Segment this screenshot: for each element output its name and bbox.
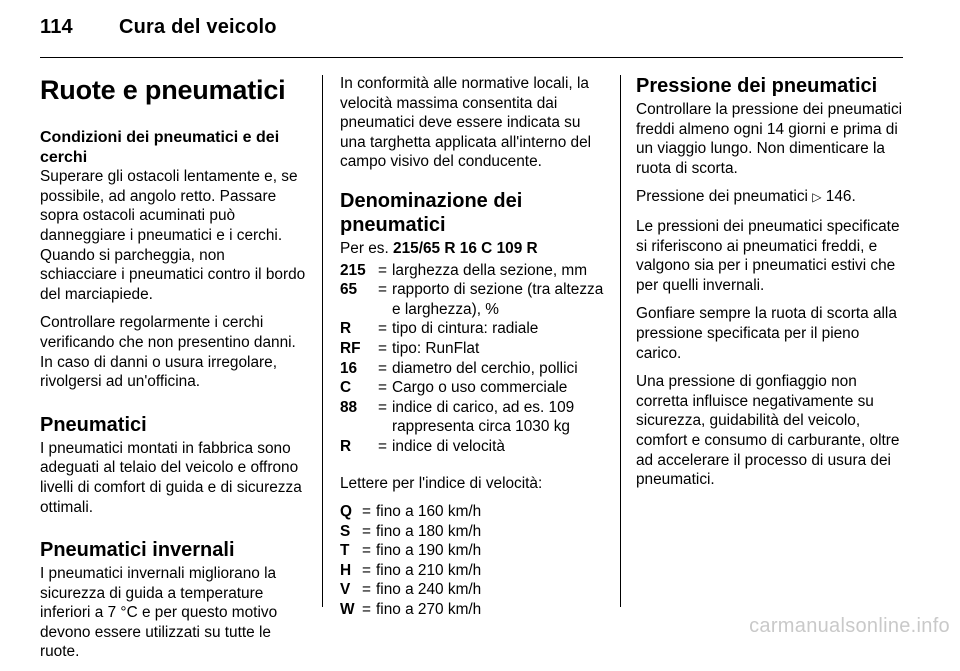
speed-row: Q = fino a 160 km/h	[340, 503, 482, 521]
conditions-paragraph-2: Controllare regolarmente i cerchi verificando che non presentino danni. In caso di danni o usura irregolare, rivolgersi ad un'officina.	[40, 314, 296, 391]
example-prefix: Per es.	[340, 239, 389, 257]
watermark: carmanualsonline.info	[749, 615, 950, 637]
definition-row: 65 = rapporto di sezione (tra altezza e larghezza), %	[340, 281, 604, 318]
speed-row: V = fino a 240 km/h	[340, 581, 482, 599]
page-reference-arrow-icon: ▷	[812, 190, 822, 205]
definition-row: C = Cargo o uso commerciale	[340, 379, 568, 397]
section-title: Cura del veicolo	[119, 16, 277, 38]
pressure-heading: Pressione dei pneumatici	[636, 75, 878, 97]
code-definitions	[340, 261, 606, 457]
tyres-paragraph: I pneumatici montati in fabbrica sono adeguati al telaio del veicolo e offrono livelli di comfort di guida e di sicurezza ottimali.	[40, 439, 302, 516]
definition-row: RF = tipo: RunFlat	[340, 339, 480, 357]
column-3	[636, 74, 906, 499]
column-divider-1	[322, 75, 323, 607]
speed-row: H = fino a 210 km/h	[340, 561, 482, 579]
column-1	[40, 74, 306, 671]
example-line	[340, 239, 606, 259]
tyres-heading: Pneumatici	[40, 413, 147, 436]
column-divider-2	[620, 75, 621, 607]
speed-label-paragraph: In conformità alle normative locali, la velocità massima consentita dai pneumatici deve essere indicata su una targhetta applicata all'interno del campo visivo del conducente.	[340, 75, 592, 171]
definition-row: 16 = diametro del cerchio, pollici	[340, 359, 578, 377]
definition-row: 88 = indice di carico, ad es. 109 rappresenta circa 1030 kg	[340, 398, 575, 436]
definition-row: R = indice di velocità	[340, 437, 505, 455]
page-reference-link[interactable]: 146.	[825, 188, 856, 206]
chapter-heading: Ruote e pneumatici	[40, 75, 286, 105]
speed-row: T = fino a 190 km/h	[340, 542, 482, 560]
winter-tyres-heading: Pneumatici invernali	[40, 539, 235, 562]
pressure-reference: Pressione dei pneumatici ▷ 146.	[636, 187, 906, 208]
speed-row: S = fino a 180 km/h	[340, 522, 482, 540]
conditions-heading: Condizioni dei pneumatici e dei cerchi	[40, 129, 280, 166]
pressure-paragraph-4: Gonfiare sempre la ruota di scorta alla pressione specificata per il pieno carico.	[636, 305, 897, 362]
designation-heading: Denominazione dei pneumatici	[340, 189, 523, 236]
speed-index-list	[340, 502, 606, 620]
definition-row: R = tipo di cintura: radiale	[340, 320, 539, 338]
speed-index-heading: Lettere per l'indice di velocità:	[340, 474, 543, 492]
column-2	[340, 74, 606, 629]
definition-row: 215 = larghezza della sezione, mm	[340, 261, 588, 279]
example-code: 215/65 R 16 C 109 R	[393, 239, 538, 257]
pressure-paragraph-5: Una pressione di gonfiaggio non corretta influisce negativamente su sicurezza, guidabilità del veicolo, comfort e consumo di carburante, oltre ad accelerare il processo di usura dei pneumatici.	[636, 373, 900, 489]
header-rule	[40, 57, 903, 58]
page-number: 114	[40, 16, 73, 38]
pressure-paragraph-1: Controllare la pressione dei pneumatici freddi almeno ogni 14 giorni e prima di un viaggio lungo. Non dimenticare la ruota di scorta.	[636, 101, 903, 177]
speed-row: W = fino a 270 km/h	[340, 601, 482, 619]
conditions-paragraph-1: Superare gli ostacoli lentamente e, se possibile, ad angolo retto. Passare sopra ostacoli acuminati può danneggiare i pneumatici e i cerchi. Quando si parcheggia, non schiacciare i pneumatici contro il bordo del marciapiede.	[40, 168, 306, 303]
pressure-paragraph-3: Le pressioni dei pneumatici specificate si riferiscono ai pneumatici freddi, e valgono sia per i pneumatici estivi che per quelli invernali.	[636, 217, 900, 294]
winter-tyres-paragraph: I pneumatici invernali migliorano la sicurezza di guida a temperature inferiori a 7 °C e per questo motivo devono essere utilizzati su tutte le ruote.	[40, 565, 278, 661]
